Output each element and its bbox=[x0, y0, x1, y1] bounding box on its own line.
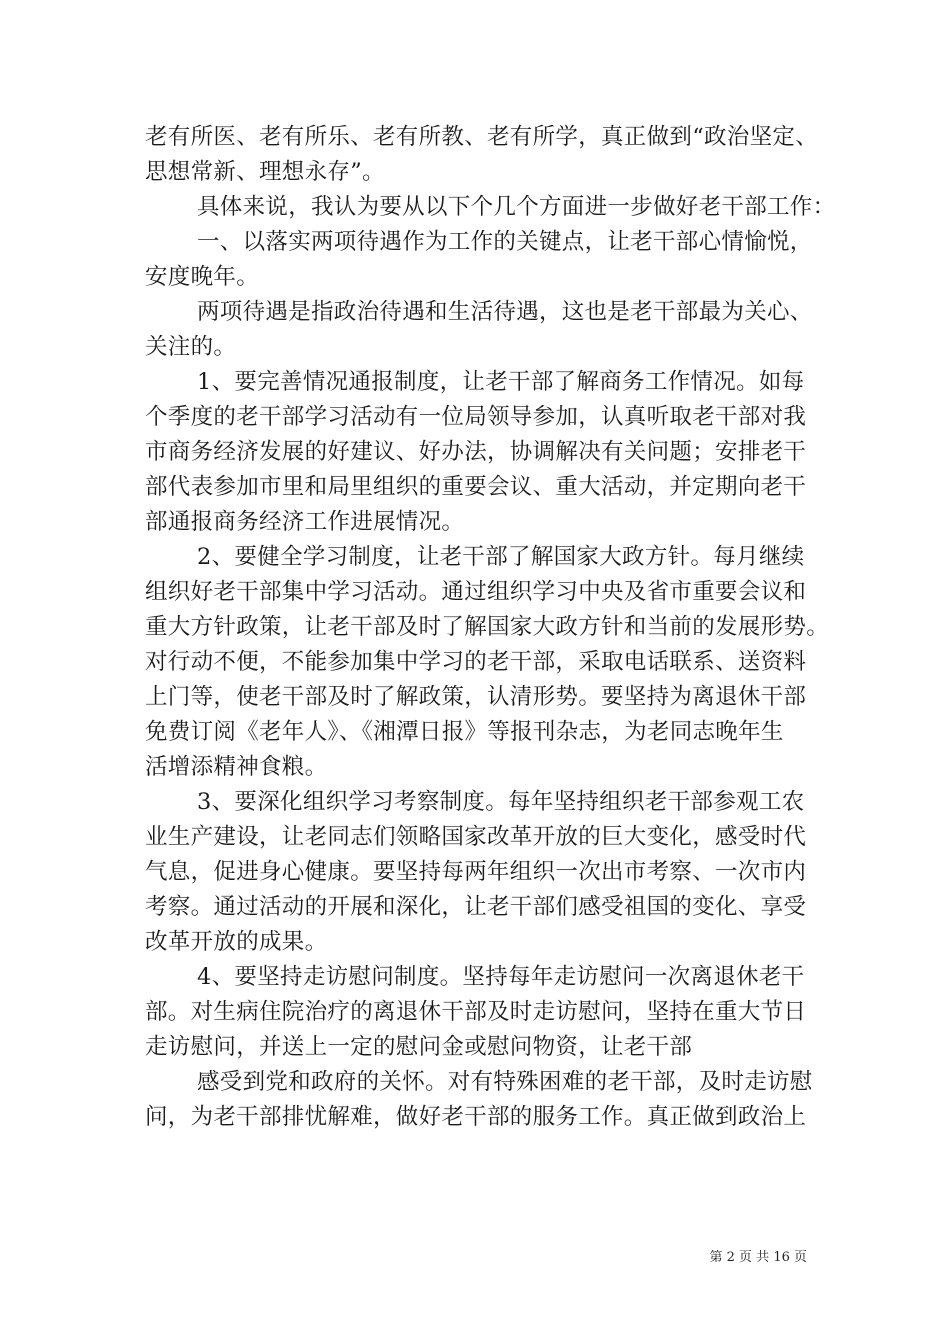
text-line: 感受到党和政府的关怀。对有特殊困难的老干部，及时走访慰 bbox=[197, 1069, 813, 1095]
text-line: 业生产建设，让老同志们领略国家改革开放的巨大变化，感受时代 bbox=[145, 824, 807, 850]
text-line: 关注的。 bbox=[145, 334, 237, 360]
text-line: 改革开放的成果。 bbox=[145, 929, 328, 955]
text-line: 1、要完善情况通报制度，让老干部了解商务工作情况。如每 bbox=[197, 369, 805, 395]
text-line: 市商务经济发展的好建议、好办法，协调解决有关问题；安排老干 bbox=[145, 439, 807, 465]
text-line: 问，为老干部排忧解难，做好老干部的服务工作。真正做到政治上 bbox=[145, 1104, 807, 1130]
document-body bbox=[145, 120, 836, 1135]
text-line: 对行动不便，不能参加集中学习的老干部，采取电话联系、送资料 bbox=[145, 649, 807, 675]
text-line: 3、要深化组织学习考察制度。每年坚持组织老干部参观工农 bbox=[197, 789, 805, 815]
text-line: 考察。通过活动的开展和深化，让老干部们感受祖国的变化、享受 bbox=[145, 894, 807, 920]
text-line: 个季度的老干部学习活动有一位局领导参加，认真听取老干部对我 bbox=[145, 404, 807, 430]
text-line: 重大方针政策，让老干部及时了解国家大政方针和当前的发展形势。 bbox=[145, 614, 830, 640]
text-line: 一、以落实两项待遇作为工作的关键点，让老干部心情愉悦， bbox=[197, 229, 813, 255]
text-line: 思想常新、理想永存”。 bbox=[145, 159, 385, 185]
text-line: 老有所医、老有所乐、老有所教、老有所学，真正做到“政治坚定、 bbox=[145, 124, 819, 150]
text-line: 气息，促进身心健康。要坚持每两年组织一次出市考察、一次市内 bbox=[145, 859, 807, 885]
text-line: 组织好老干部集中学习活动。通过组织学习中央及省市重要会议和 bbox=[145, 579, 807, 605]
text-line: 安度晚年。 bbox=[145, 264, 260, 290]
text-line: 走访慰问，并送上一定的慰问金或慰问物资，让老干部 bbox=[145, 1034, 693, 1060]
text-line: 活增添精神食粮。 bbox=[145, 754, 328, 780]
text-line: 免费订阅《老年人》、《湘潭日报》等报刊杂志，为老同志晚年生 bbox=[145, 719, 784, 745]
text-line: 上门等，使老干部及时了解政策，认清形势。要坚持为离退休干部 bbox=[145, 684, 807, 710]
text-line: 部通报商务经济工作进展情况。 bbox=[145, 509, 465, 535]
text-line: 4、要坚持走访慰问制度。坚持每年走访慰问一次离退休老干 bbox=[197, 964, 805, 990]
text-line: 2、要健全学习制度，让老干部了解国家大政方针。每月继续 bbox=[197, 544, 805, 570]
text-line: 两项待遇是指政治待遇和生活待遇，这也是老干部最为关心、 bbox=[197, 299, 813, 325]
text-line: 部代表参加市里和局里组织的重要会议、重大活动，并定期向老干 bbox=[145, 474, 807, 500]
text-line: 部。对生病住院治疗的离退休干部及时走访慰问，坚持在重大节日 bbox=[145, 999, 807, 1025]
page-number-footer: 第 2 页 共 16 页 bbox=[709, 1250, 807, 1265]
text-line: 具体来说，我认为要从以下个几个方面进一步做好老干部工作： bbox=[197, 194, 836, 220]
